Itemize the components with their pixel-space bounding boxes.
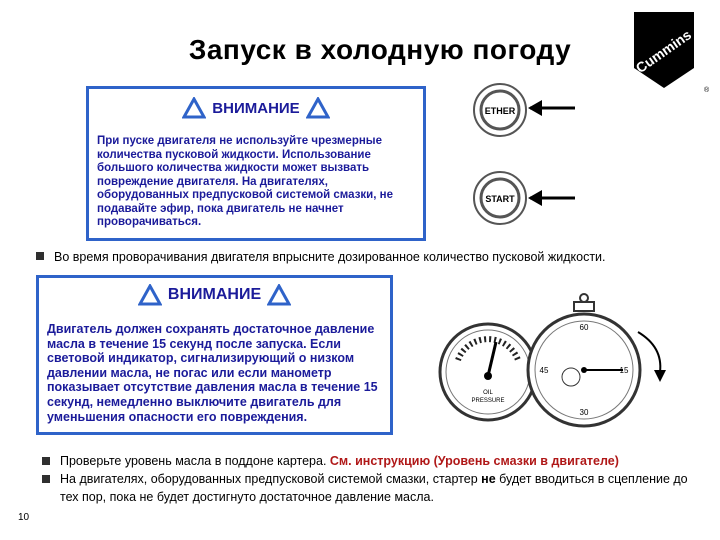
warning-heading [89,97,423,119]
warning-box-oil-pressure [36,275,393,435]
list-item-text: На двигателях, оборудованных предпусковой системой смазки, стартер [60,472,482,486]
warning-heading [39,284,390,306]
bullet-icon [42,457,50,465]
warning-line: Двигатель должен сохранять достаточное давление [47,322,375,336]
warning-box-ether [86,86,426,241]
logo-text: Cummins [632,26,695,77]
warning-line: оборудованных предпусковой системой смазки, не [97,189,393,201]
ether-label: ETHER [484,106,516,116]
arrow-icon [528,190,575,206]
stopwatch-mark: 15 [619,366,629,375]
cummins-logo [624,8,710,94]
page-number: 10 [18,512,30,523]
instruction-text: Во время проворачивания двигателя впрысните дозированное количество пусковой жидкости. [54,250,606,264]
stopwatch-mark: 30 [579,408,589,417]
warning-triangle-icon [138,284,162,306]
registered-mark: ® [704,87,710,94]
ether-button [474,84,526,136]
instruction-list [42,452,702,506]
page-title: Запуск в холодную погоду [188,34,572,65]
instruction-bullet [36,250,696,264]
start-label: START [485,194,515,204]
bullet-icon [36,252,44,260]
warning-line: большого количества жидкости может вызвать [97,162,370,174]
list-item-text: будет вводиться в сцепление до тех пор, пока не будет достигнуто достаточное давление масла. [60,472,688,504]
gauge-stopwatch-illustration [438,272,678,442]
warning-triangle-icon [182,97,206,119]
warning-body [47,322,387,424]
manual-reference: См. инструкцию (Уровень смазки в двигателе) [329,454,619,468]
warning-triangle-icon [306,97,330,119]
emphasis-text: не [481,472,496,486]
warning-line: проворачиваться. [97,216,202,228]
warning-body [97,135,407,230]
gauge-label-oil: OIL [483,390,493,396]
start-button [474,172,526,224]
warning-heading-text: ВНИМАНИЕ [167,286,262,303]
warning-line: повреждение двигателя. На двигателях, [97,175,328,188]
warning-line: давлении масла, не погас или если манометр [47,365,332,380]
warning-line: секунд, немедленно выключите двигатель для [47,394,342,409]
warning-line: подавайте эфир, пока двигатель не начнет [97,202,344,215]
warning-line: масла в течение 15 секунд после запуска. Если [47,336,341,351]
stopwatch-mark: 45 [539,366,549,375]
warning-line: количества пусковой жидкости. Использование [97,148,371,161]
stopwatch-mark: 60 [579,323,589,332]
warning-heading-text: ВНИМАНИЕ [212,99,300,117]
warning-line: световой индикатор, сигнализирующий о низком [47,351,355,366]
bullet-icon [42,475,50,483]
warning-line: уменьшения опасности его повреждения. [47,409,308,424]
ether-start-buttons-illustration [470,80,580,240]
arrow-icon [528,100,575,116]
warning-line: показывает отсутствие давления масла в течение 15 [47,380,378,395]
gauge-label-pressure: PRESSURE [471,398,505,404]
list-item-text: Проверьте уровень масла в поддоне картера. [60,454,330,468]
warning-line: При пуске двигателя не используйте чрезмерные [97,135,383,147]
oil-pressure-gauge [440,324,536,420]
list-item [42,470,702,506]
stopwatch [528,294,666,426]
warning-triangle-icon [267,284,291,306]
list-item [42,452,702,470]
